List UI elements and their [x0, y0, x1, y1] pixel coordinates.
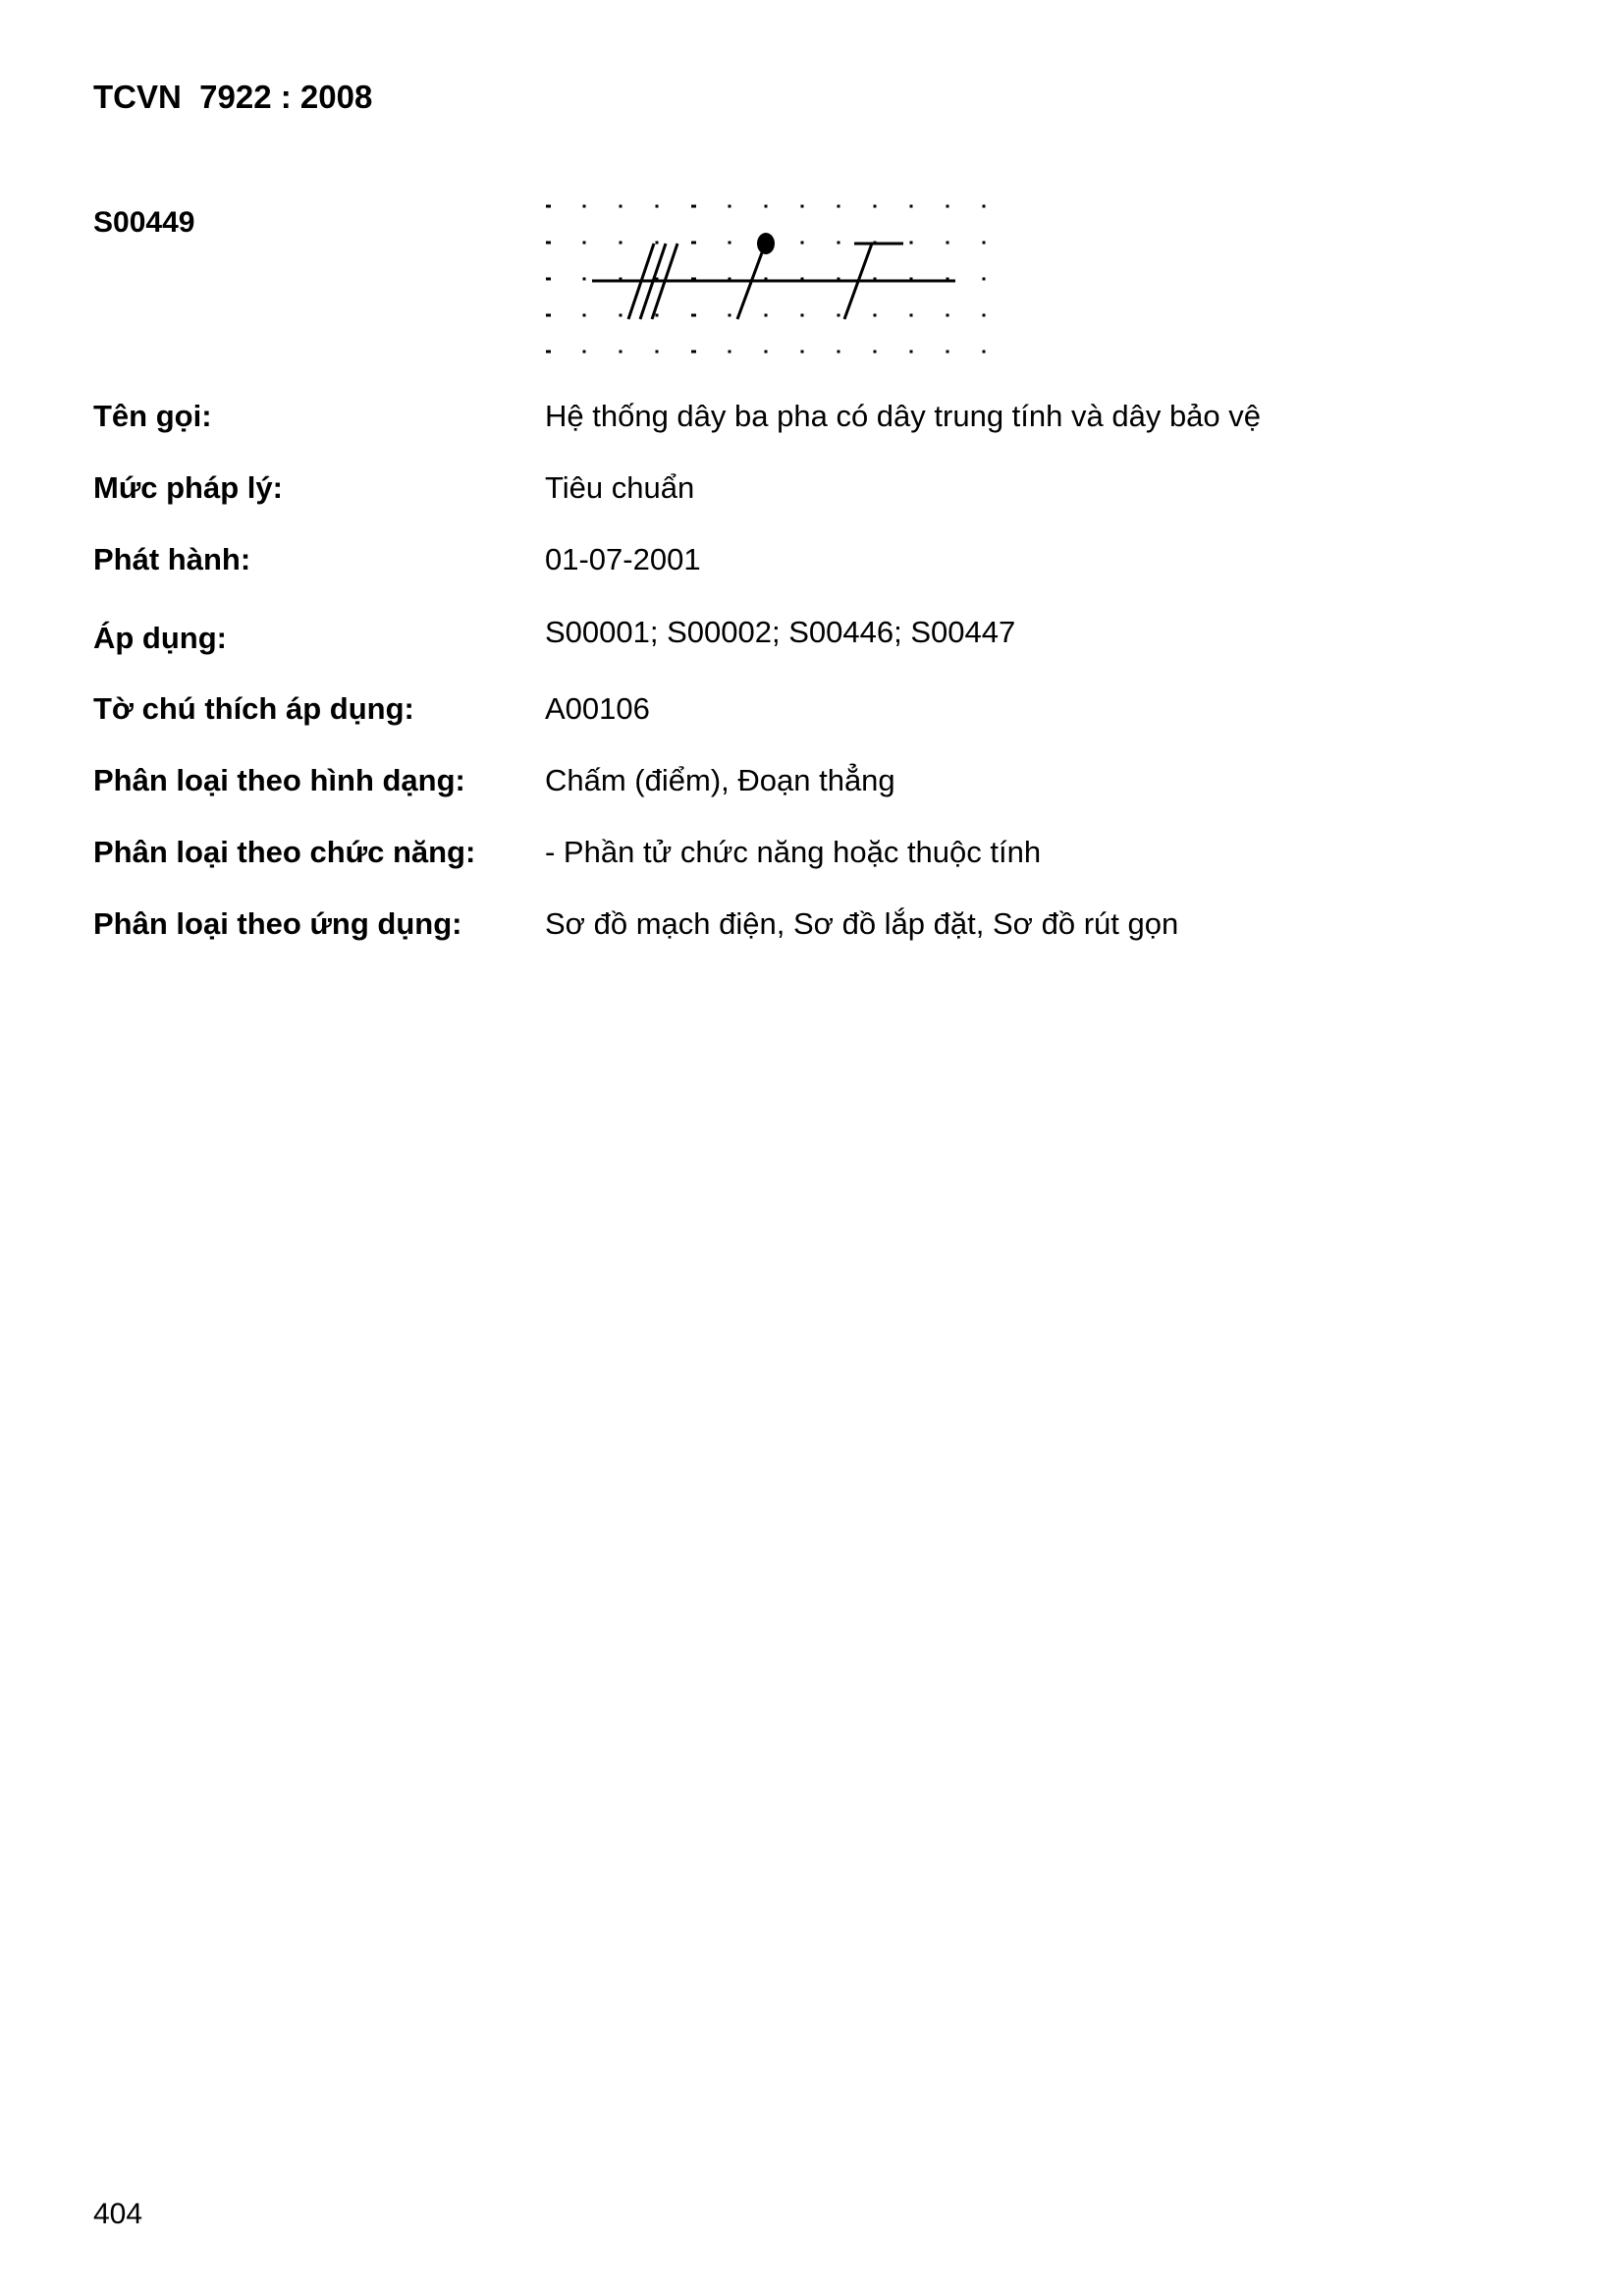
grid-dot	[801, 314, 804, 317]
grid-dot	[546, 351, 551, 354]
grid-dot	[838, 314, 840, 317]
grid-dot	[983, 242, 986, 245]
grid-dot	[874, 351, 877, 354]
grid-dot	[691, 242, 696, 245]
grid-dot	[656, 351, 659, 354]
page-number: 404	[93, 2198, 143, 2230]
grid-dot	[874, 205, 877, 208]
grid-dot	[983, 205, 986, 208]
grid-dot	[583, 314, 586, 317]
grid-dot	[729, 351, 731, 354]
field-label: Phân loại theo ứng dụng:	[93, 906, 462, 941]
grid-dot	[765, 351, 768, 354]
grid-dot	[910, 351, 913, 354]
field-label: Mức pháp lý:	[93, 470, 283, 505]
neutral-dot	[757, 233, 775, 254]
grid-dot	[691, 351, 696, 354]
grid-dot	[910, 242, 913, 245]
grid-dot	[583, 278, 586, 281]
field-value: 01-07-2001	[545, 542, 701, 576]
field-label: Tờ chú thích áp dụng:	[93, 691, 414, 726]
grid-dot	[947, 242, 949, 245]
grid-dot	[910, 314, 913, 317]
field-value: Tiêu chuẩn	[545, 470, 695, 505]
field-label: Áp dụng:	[93, 621, 228, 655]
grid-dot	[838, 205, 840, 208]
neutral-slash	[737, 247, 764, 319]
grid-dot	[801, 242, 804, 245]
field-value: Hệ thống dây ba pha có dây trung tính và dây bảo vệ	[545, 399, 1262, 433]
field-label: Phân loại theo hình dạng:	[93, 763, 465, 797]
grid-dot	[801, 351, 804, 354]
grid-dot	[691, 205, 696, 208]
field-label: Phân loại theo chức năng:	[93, 835, 476, 869]
grid-dot	[691, 314, 696, 317]
field-value: Sơ đồ mạch điện, Sơ đồ lắp đặt, Sơ đồ rút gọn	[545, 906, 1179, 941]
symbol-diagram	[538, 196, 1000, 363]
grid-dot	[656, 242, 659, 245]
grid-dot	[583, 205, 586, 208]
grid-dot	[947, 314, 949, 317]
grid-dot	[583, 351, 586, 354]
grid-dot	[620, 242, 623, 245]
field-value: Chấm (điểm), Đoạn thẳng	[545, 763, 895, 797]
grid-dot	[620, 351, 623, 354]
document-header: TCVN 7922 : 2008	[93, 79, 373, 115]
field-value: A00106	[545, 691, 650, 726]
grid-dot	[546, 242, 551, 245]
grid-dot	[983, 314, 986, 317]
grid-dot	[656, 314, 659, 317]
grid-dot	[947, 351, 949, 354]
grid-dot	[546, 278, 551, 281]
grid-dot	[765, 205, 768, 208]
grid-dots	[546, 205, 986, 354]
grid-dot	[765, 314, 768, 317]
grid-dot	[983, 351, 986, 354]
field-value: - Phần tử chức năng hoặc thuộc tính	[545, 835, 1042, 869]
field-label: Tên gọi:	[93, 399, 212, 433]
grid-dot	[546, 314, 551, 317]
field-label: Phát hành:	[93, 542, 251, 576]
symbol-code: S00449	[93, 206, 195, 239]
grid-dot	[838, 351, 840, 354]
grid-dot	[874, 314, 877, 317]
grid-dot	[620, 314, 623, 317]
grid-dot	[838, 242, 840, 245]
grid-dot	[583, 242, 586, 245]
grid-dot	[656, 205, 659, 208]
grid-dot	[620, 205, 623, 208]
grid-dot	[729, 242, 731, 245]
grid-dot	[729, 314, 731, 317]
grid-dot	[947, 205, 949, 208]
field-value: S00001; S00002; S00446; S00447	[545, 615, 1016, 649]
grid-dot	[546, 205, 551, 208]
grid-dot	[801, 205, 804, 208]
grid-dot	[910, 205, 913, 208]
grid-dot	[983, 278, 986, 281]
grid-dot	[729, 205, 731, 208]
